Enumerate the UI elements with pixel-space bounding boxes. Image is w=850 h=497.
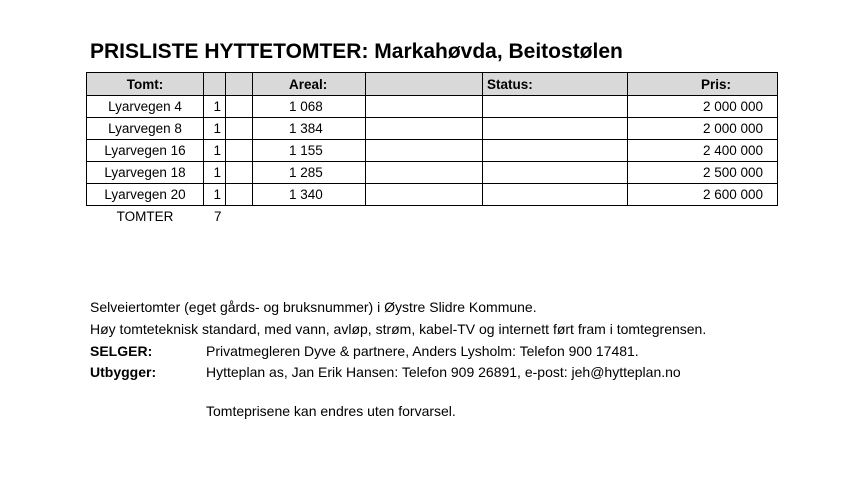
cell-pris: 2 600 000 (628, 184, 778, 206)
price-table (86, 72, 778, 228)
seller-label: SELGER: (90, 343, 153, 359)
cell-areal: 1 068 (253, 96, 366, 118)
table-row (87, 96, 778, 118)
note-line-1: Selveiertomter (eget gårds- og bruksnummer) i Øystre Slidre Kommune. (90, 299, 537, 315)
cell-tomt: Lyarvegen 4 (87, 96, 204, 118)
header-areal: Areal: (253, 73, 366, 96)
cell-status (483, 140, 628, 162)
cell-count: 1 (204, 140, 226, 162)
table-row (87, 118, 778, 140)
header-tomt: Tomt: (87, 73, 204, 96)
header-blank (366, 73, 483, 96)
header-gap (226, 73, 253, 96)
cell-count: 1 (204, 96, 226, 118)
cell-pris: 2 400 000 (628, 140, 778, 162)
header-status: Status: (483, 73, 628, 96)
cell-areal: 1 340 (253, 184, 366, 206)
cell-status (483, 162, 628, 184)
header-count (204, 73, 226, 96)
page-title: PRISLISTE HYTTETOMTER: Markahøvda, Beitostølen (90, 40, 623, 63)
developer-value: Hytteplan as, Jan Erik Hansen: Telefon 909 26891, e-post: jeh@hytteplan.no (206, 364, 681, 380)
cell-gap (226, 184, 253, 206)
cell-tomt: Lyarvegen 18 (87, 162, 204, 184)
cell-areal: 1 155 (253, 140, 366, 162)
cell-gap (226, 162, 253, 184)
cell-blank (366, 96, 483, 118)
cell-count: 1 (204, 118, 226, 140)
table-footer-row (87, 206, 778, 228)
cell-tomt: Lyarvegen 8 (87, 118, 204, 140)
table-row (87, 184, 778, 206)
footer-count: 7 (213, 209, 222, 225)
cell-tomt: Lyarvegen 20 (87, 184, 204, 206)
seller-value: Privatmegleren Dyve & partnere, Anders Lysholm: Telefon 900 17481. (206, 343, 639, 359)
cell-gap (226, 96, 253, 118)
note-line-2: Høy tomteteknisk standard, med vann, avløp, strøm, kabel-TV og internett ført fram i tomtegrensen. (90, 321, 707, 337)
cell-blank (366, 162, 483, 184)
disclaimer: Tomteprisene kan endres uten forvarsel. (206, 403, 456, 419)
cell-pris: 2 500 000 (628, 162, 778, 184)
footer-label: TOMTER (116, 209, 174, 225)
developer-label: Utbygger: (90, 364, 157, 380)
cell-areal: 1 384 (253, 118, 366, 140)
cell-blank (366, 184, 483, 206)
cell-status (483, 96, 628, 118)
cell-blank (366, 118, 483, 140)
header-pris: Pris: (628, 73, 778, 96)
table-header-row (87, 73, 778, 96)
table-row (87, 162, 778, 184)
footer-empty (226, 206, 778, 228)
cell-status (483, 118, 628, 140)
table-row (87, 140, 778, 162)
cell-blank (366, 140, 483, 162)
cell-areal: 1 285 (253, 162, 366, 184)
cell-count: 1 (204, 184, 226, 206)
cell-gap (226, 118, 253, 140)
cell-status (483, 184, 628, 206)
cell-count: 1 (204, 162, 226, 184)
cell-pris: 2 000 000 (628, 118, 778, 140)
cell-tomt: Lyarvegen 16 (87, 140, 204, 162)
cell-pris: 2 000 000 (628, 96, 778, 118)
cell-gap (226, 140, 253, 162)
